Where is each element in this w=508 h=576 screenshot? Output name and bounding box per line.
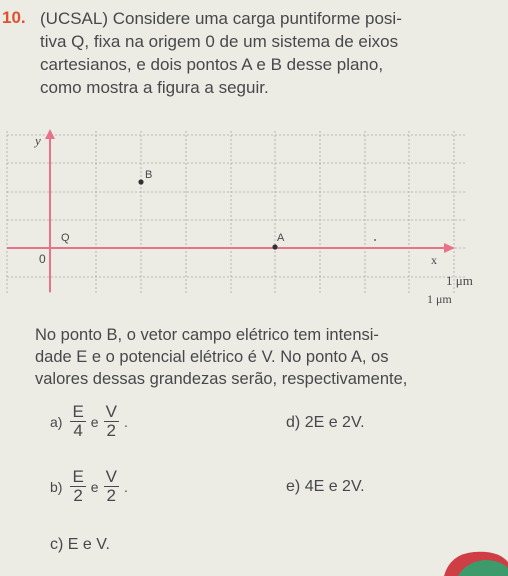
point-a: [272, 244, 277, 249]
y-axis-arrow: [45, 129, 55, 139]
option-e-letter: e): [286, 478, 301, 495]
option-d-letter: d): [286, 414, 301, 431]
option-b-fraction-1: $\frac{E}{2}$: [72, 467, 84, 505]
option-c[interactable]: [50, 536, 110, 554]
paragraph-line-3: valores dessas grandezas serão, respectivamente,: [35, 370, 408, 388]
point-a-label: A: [277, 232, 285, 244]
x-label: x: [431, 253, 437, 267]
option-c-text: E e V.: [67, 536, 110, 553]
option-e-text: 4E e 2V.: [304, 478, 365, 495]
point-b: [138, 179, 143, 184]
option-b-fraction-2: $\frac{V}{2}$: [105, 467, 117, 505]
option-c-letter: c): [50, 536, 64, 553]
option-b-letter: b): [50, 478, 63, 495]
grid-lines: [7, 131, 465, 293]
option-d[interactable]: [286, 414, 365, 432]
charge-label: Q: [61, 232, 70, 244]
origin-label: 0: [39, 252, 46, 266]
option-b[interactable]: b) $\frac{E}{2}$ e $\frac{V}{2}$ .: [50, 467, 128, 505]
stray-dot: [374, 239, 376, 241]
option-a-fraction-1: $\frac{E}{4}$: [72, 402, 84, 440]
scale-vertical: 1 μm: [446, 273, 473, 288]
question-line-2: tiva Q, fixa na origem 0 de um sistema de eixos: [40, 32, 399, 51]
option-e[interactable]: [286, 478, 365, 496]
option-a-fraction-2: $\frac{V}{2}$: [105, 402, 117, 440]
question-line-4: como mostra a figura a seguir.: [40, 78, 269, 97]
coordinate-figure: [7, 127, 477, 306]
y-label: y: [35, 133, 41, 148]
corner-decoration: [440, 548, 508, 576]
point-b-label: B: [145, 169, 153, 181]
paragraph-line-2: dade E e o potencial elétrico é V. No ponto A, os: [35, 348, 389, 366]
question-line-3: cartesianos, e dois pontos A e B desse plano,: [40, 55, 384, 74]
scale-horizontal: 1 μm: [427, 292, 452, 306]
option-a-letter: a): [50, 413, 63, 430]
option-d-text: 2E e 2V.: [304, 414, 365, 431]
option-a[interactable]: a) $\frac{E}{4}$ e $\frac{V}{2}$ .: [50, 402, 128, 440]
question-line-1: (UCSAL) Considere uma carga puntiforme posi-: [40, 9, 402, 28]
x-axis-arrow: [444, 243, 455, 253]
paragraph-line-1: No ponto B, o vetor campo elétrico tem intensi-: [35, 326, 379, 344]
question-number: 10.: [2, 8, 26, 27]
